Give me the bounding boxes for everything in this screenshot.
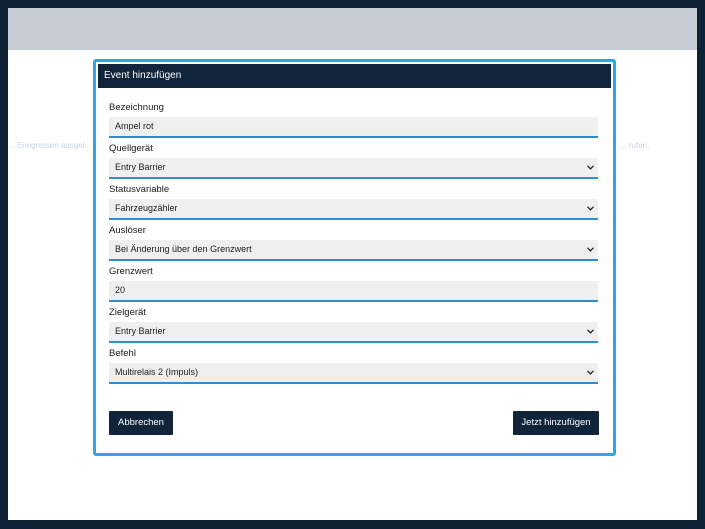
chevron-down-icon: [587, 199, 595, 218]
field-label: Befehl: [109, 348, 136, 359]
field-value: Multirelais 2 (Impuls): [115, 367, 199, 377]
field-value: Fahrzeugzähler: [115, 203, 178, 213]
chevron-down-icon: [587, 158, 595, 177]
field-label: Statusvariable: [109, 184, 170, 195]
field-label: Bezeichnung: [109, 102, 164, 113]
field-value: Entry Barrier: [115, 326, 166, 336]
add-event-dialog: [93, 59, 616, 456]
field-label: Quellgerät: [109, 143, 153, 154]
field-label: Auslöser: [109, 225, 146, 236]
statusvariable-select[interactable]: [109, 199, 598, 220]
field-label: Grenzwert: [109, 266, 153, 277]
field-grenzwert: [109, 266, 598, 307]
event-form: [109, 102, 598, 389]
ausloeser-select[interactable]: [109, 240, 598, 261]
dialog-title: Event hinzufügen: [98, 64, 611, 88]
field-label: Zielgerät: [109, 307, 146, 318]
add-now-button[interactable]: Jetzt hinzufügen: [513, 411, 599, 435]
field-quellgeraet: [109, 143, 598, 184]
quellgeraet-select[interactable]: [109, 158, 598, 179]
field-value: 20: [115, 285, 126, 295]
field-value: Entry Barrier: [115, 162, 166, 172]
zielgeraet-select[interactable]: [109, 322, 598, 343]
field-bezeichnung: [109, 102, 598, 143]
background-text-left: ... Ereignissen ausgel...: [8, 141, 92, 150]
grenzwert-input[interactable]: [109, 281, 598, 302]
chevron-down-icon: [587, 240, 595, 259]
field-value: Ampel rot: [115, 121, 154, 131]
bezeichnung-input[interactable]: [109, 117, 598, 138]
field-statusvariable: [109, 184, 598, 225]
chevron-down-icon: [587, 363, 595, 382]
field-zielgeraet: [109, 307, 598, 348]
chevron-down-icon: [587, 322, 595, 341]
background-text-right: ... rufen.: [620, 141, 650, 150]
befehl-select[interactable]: [109, 363, 598, 384]
field-ausloeser: [109, 225, 598, 266]
cancel-button[interactable]: Abbrechen: [109, 411, 173, 435]
top-bar: [8, 8, 697, 50]
field-befehl: [109, 348, 598, 389]
field-value: Bei Änderung über den Grenzwert: [115, 244, 252, 254]
